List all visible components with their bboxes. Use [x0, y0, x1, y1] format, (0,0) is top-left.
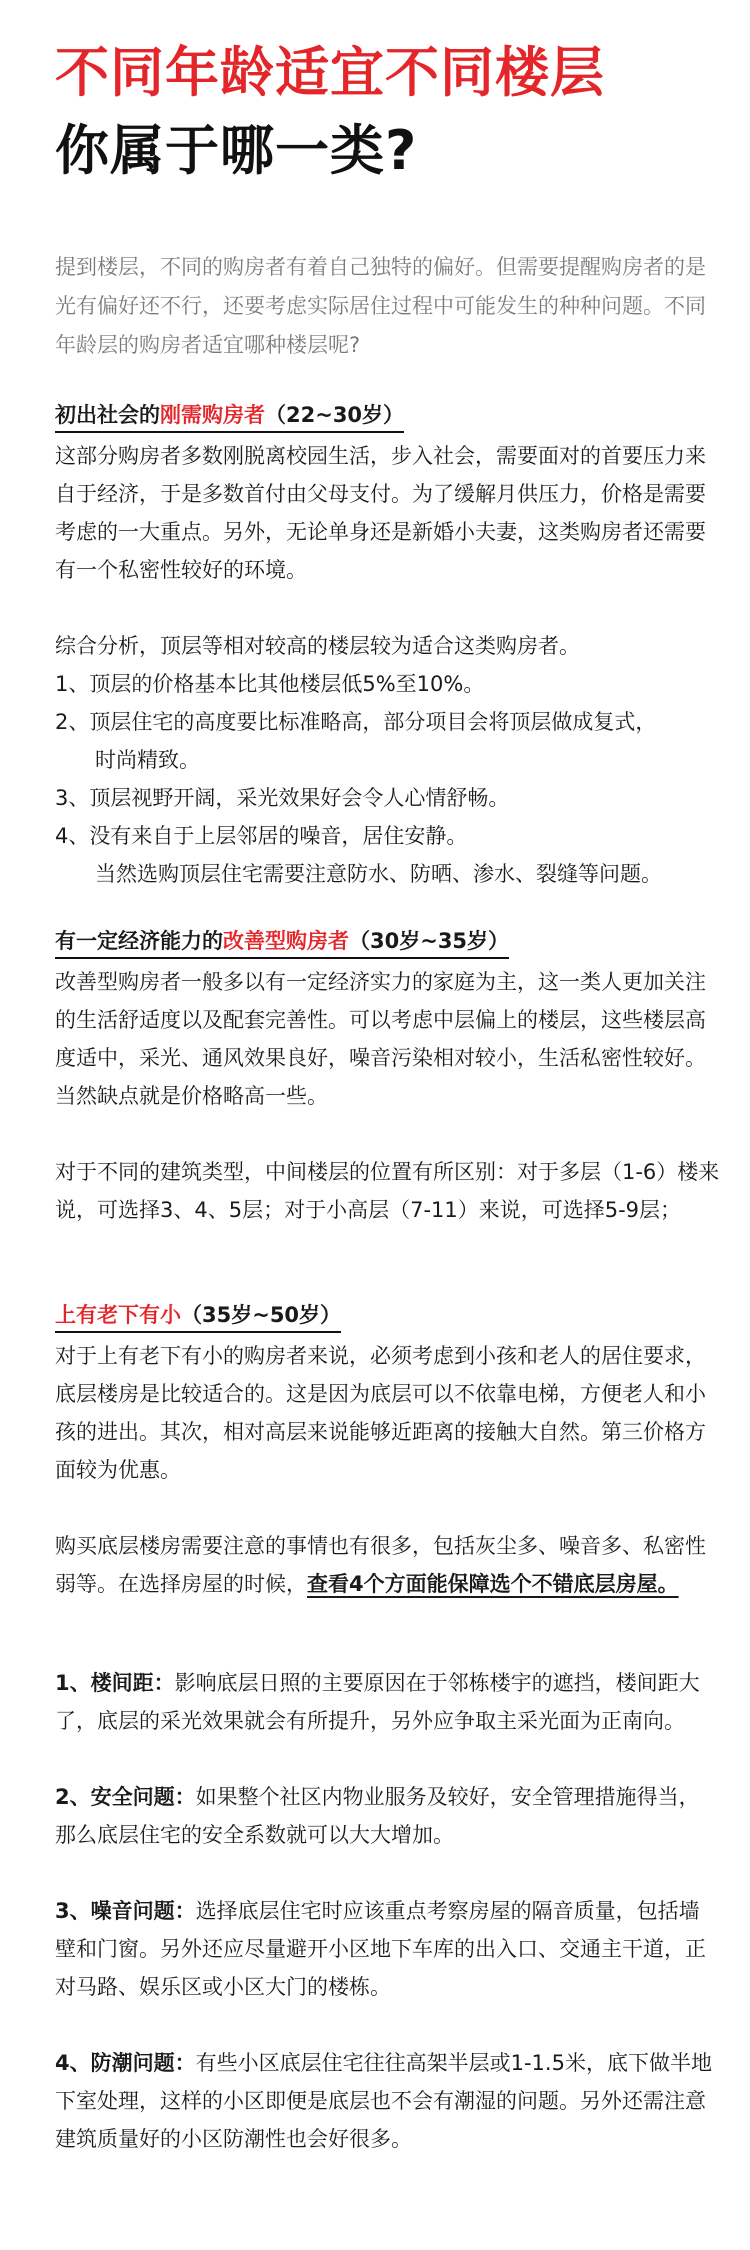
- tip-spacing: [55, 1664, 720, 1740]
- list-item: 3、顶层视野开阔，采光效果好会令人心情舒畅。: [55, 786, 510, 810]
- list-item-continuation: 时尚精致。: [95, 748, 200, 772]
- emphasis-text: 查看4个方面能保障选个不错底层房屋。: [307, 1572, 679, 1596]
- heading-age: （30岁~35岁）: [349, 929, 510, 953]
- list-item: 1、顶层的价格基本比其他楼层低5%至10%。: [55, 672, 485, 696]
- heading-age: （22~30岁）: [265, 403, 405, 427]
- section-upgrade-buyers: [55, 922, 720, 1229]
- list-item: 4、没有来自于上层邻居的噪音，居住安静。: [55, 824, 468, 848]
- tips-list: [55, 1664, 720, 2158]
- title-line-1: 不同年龄适宜不同楼层: [55, 41, 605, 104]
- tip-text: 如果整个社区内物业服务及较好，安全管理措施得当，那么底层住宅的安全系数就可以大大增加。: [55, 1785, 700, 1847]
- tip-label: 3、噪音问题：: [55, 1899, 196, 1923]
- tip-text: 选择底层住宅时应该重点考察房屋的隔音质量，包括墙壁和门窗。另外还应尽量避开小区地下车库的出入口、交通主干道，正对马路、娱乐区或小区大门的楼栋。: [55, 1899, 706, 1999]
- intro-paragraph: 提到楼层，不同的购房者有着自己独特的偏好。但需要提醒购房者的是光有偏好还不行，还要考虑实际居住过程中可能发生的种种问题。不同年龄层的购房者适宜哪种楼层呢?: [55, 255, 706, 357]
- tip-label: 4、防潮问题：: [55, 2051, 196, 2075]
- paragraph: [55, 1527, 720, 1603]
- heading-age: （35岁~50岁）: [181, 1303, 342, 1327]
- title-line-2: 你属于哪一类?: [55, 119, 418, 182]
- heading-highlight: 刚需购房者: [160, 403, 265, 427]
- tip-text: 影响底层日照的主要原因在于邻栋楼宇的遮挡，楼间距大了，底层的采光效果就会有所提升，另外应争取主采光面为正南向。: [55, 1671, 700, 1733]
- tip-text: 有些小区底层住宅往往高架半层或1-1.5米，底下做半地下室处理，这样的小区即便是底层也不会有潮湿的问题。另外还需注意建筑质量好的小区防潮性也会好很多。: [55, 2051, 712, 2151]
- section-first-time-buyers: [55, 396, 720, 893]
- note: 当然选购顶层住宅需要注意防水、防晒、渗水、裂缝等问题。: [95, 862, 662, 886]
- heading-prefix: 初出社会的: [55, 403, 160, 427]
- paragraph: 改善型购房者一般多以有一定经济实力的家庭为主，这一类人更加关注的生活舒适度以及配套完善性。可以考虑中层偏上的楼层，这些楼层高度适中，采光、通风效果良好，噪音污染相对较小，生活私密性较好。当然缺点就是价格略高一些。: [55, 970, 706, 1108]
- tip-security: [55, 1778, 720, 1854]
- paragraph: 综合分析，顶层等相对较高的楼层较为适合这类购房者。: [55, 634, 580, 658]
- paragraph: 这部分购房者多数刚脱离校园生活，步入社会，需要面对的首要压力来自于经济，于是多数首付由父母支付。为了缓解月供压力，价格是需要考虑的一大重点。另外，无论单身还是新婚小夫妻，这类购房者还需要有一个私密性较好的环境。: [55, 444, 706, 582]
- paragraph: 对于不同的建筑类型，中间楼层的位置有所区别：对于多层（1-6）楼来说，可选择3、4、5层；对于小高层（7-11）来说，可选择5-9层；: [55, 1160, 720, 1222]
- heading-highlight: 改善型购房者: [223, 929, 349, 953]
- tip-label: 1、楼间距：: [55, 1671, 175, 1695]
- list-item: 2、顶层住宅的高度要比标准略高，部分项目会将顶层做成复式，: [55, 710, 657, 734]
- heading-highlight: 上有老下有小: [55, 1303, 181, 1327]
- tip-moisture: [55, 2044, 720, 2158]
- paragraph-text: 购买底层楼房需要注意的事情也有很多，包括灰尘多、噪音多、私密性弱等。在选择房屋的时候，: [55, 1534, 706, 1596]
- tip-noise: [55, 1892, 720, 2006]
- section-heading: [55, 1299, 341, 1333]
- section-heading: [55, 399, 404, 433]
- section-family-buyers: [55, 1296, 720, 1603]
- tip-label: 2、安全问题：: [55, 1785, 196, 1809]
- heading-prefix: 有一定经济能力的: [55, 929, 223, 953]
- section-heading: [55, 925, 509, 959]
- paragraph: 对于上有老下有小的购房者来说，必须考虑到小孩和老人的居住要求，底层楼房是比较适合的。这是因为底层可以不依靠电梯，方便老人和小孩的进出。其次，相对高层来说能够近距离的接触大自然。第三价格方面较为优惠。: [55, 1344, 706, 1482]
